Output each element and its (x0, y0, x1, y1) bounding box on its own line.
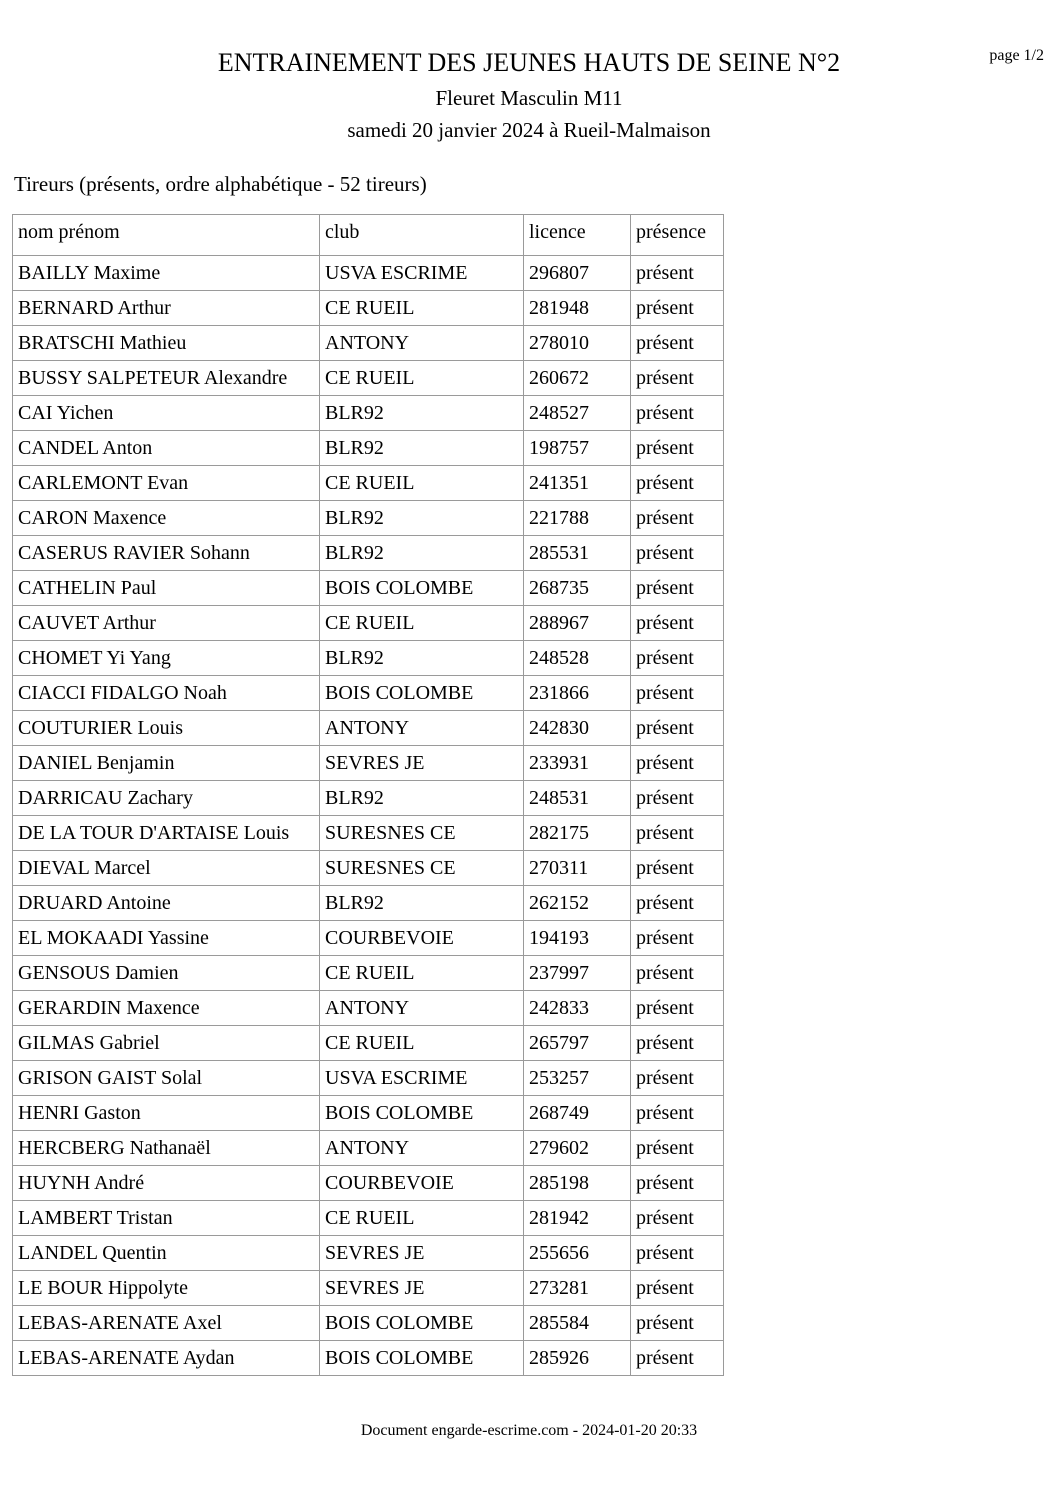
cell-presence: présent (631, 641, 724, 676)
cell-name: CAUVET Arthur (13, 606, 320, 641)
cell-presence: présent (631, 816, 724, 851)
section-heading: Tireurs (présents, ordre alphabétique - 52 tireurs) (14, 172, 427, 196)
cell-club: COURBEVOIE (320, 921, 524, 956)
cell-club: ANTONY (320, 326, 524, 361)
cell-presence: présent (631, 781, 724, 816)
cell-licence: 198757 (524, 431, 631, 466)
cell-club: ANTONY (320, 991, 524, 1026)
table-row (13, 956, 724, 991)
table-row (13, 851, 724, 886)
cell-presence: présent (631, 291, 724, 326)
cell-licence: 296807 (524, 256, 631, 291)
table-header-row (13, 215, 724, 256)
table-row (13, 921, 724, 956)
cell-presence: présent (631, 676, 724, 711)
cell-club: SURESNES CE (320, 816, 524, 851)
cell-licence: 242833 (524, 991, 631, 1026)
cell-licence: 255656 (524, 1236, 631, 1271)
cell-licence: 279602 (524, 1131, 631, 1166)
cell-licence: 285584 (524, 1306, 631, 1341)
cell-club: USVA ESCRIME (320, 256, 524, 291)
cell-club: USVA ESCRIME (320, 1061, 524, 1096)
cell-name: DANIEL Benjamin (13, 746, 320, 781)
cell-name: GILMAS Gabriel (13, 1026, 320, 1061)
cell-club: CE RUEIL (320, 1201, 524, 1236)
cell-presence: présent (631, 1306, 724, 1341)
cell-club: BOIS COLOMBE (320, 676, 524, 711)
cell-club: SURESNES CE (320, 851, 524, 886)
cell-presence: présent (631, 1061, 724, 1096)
cell-presence: présent (631, 711, 724, 746)
table-row (13, 781, 724, 816)
cell-name: GENSOUS Damien (13, 956, 320, 991)
table-row (13, 1061, 724, 1096)
cell-licence: 237997 (524, 956, 631, 991)
cell-licence: 281942 (524, 1201, 631, 1236)
cell-presence: présent (631, 921, 724, 956)
cell-name: HENRI Gaston (13, 1096, 320, 1131)
cell-licence: 285198 (524, 1166, 631, 1201)
table-row (13, 256, 724, 291)
table-row (13, 1026, 724, 1061)
table-row (13, 1131, 724, 1166)
cell-club: CE RUEIL (320, 606, 524, 641)
cell-club: CE RUEIL (320, 361, 524, 396)
cell-name: CIACCI FIDALGO Noah (13, 676, 320, 711)
cell-club: BOIS COLOMBE (320, 1341, 524, 1376)
cell-club: BLR92 (320, 641, 524, 676)
cell-presence: présent (631, 571, 724, 606)
table-row (13, 291, 724, 326)
table-row (13, 676, 724, 711)
cell-name: GERARDIN Maxence (13, 991, 320, 1026)
cell-club: BLR92 (320, 501, 524, 536)
cell-name: BERNARD Arthur (13, 291, 320, 326)
table-row (13, 641, 724, 676)
table-row (13, 1341, 724, 1376)
table-row (13, 396, 724, 431)
cell-name: EL MOKAADI Yassine (13, 921, 320, 956)
cell-presence: présent (631, 361, 724, 396)
cell-club: SEVRES JE (320, 1271, 524, 1306)
cell-name: HERCBERG Nathanaël (13, 1131, 320, 1166)
cell-club: SEVRES JE (320, 1236, 524, 1271)
table-row (13, 991, 724, 1026)
cell-licence: 242830 (524, 711, 631, 746)
cell-licence: 248527 (524, 396, 631, 431)
cell-name: GRISON GAIST Solal (13, 1061, 320, 1096)
cell-presence: présent (631, 1166, 724, 1201)
table-row (13, 536, 724, 571)
cell-licence: 262152 (524, 886, 631, 921)
table-row (13, 1236, 724, 1271)
cell-presence: présent (631, 466, 724, 501)
table-row (13, 431, 724, 466)
competition-category: Fleuret Masculin M11 (435, 86, 623, 110)
cell-name: CARON Maxence (13, 501, 320, 536)
cell-name: CARLEMONT Evan (13, 466, 320, 501)
cell-licence: 273281 (524, 1271, 631, 1306)
table-row (13, 746, 724, 781)
cell-club: BLR92 (320, 396, 524, 431)
table-row (13, 816, 724, 851)
cell-presence: présent (631, 1341, 724, 1376)
cell-name: HUYNH André (13, 1166, 320, 1201)
cell-club: COURBEVOIE (320, 1166, 524, 1201)
table-row (13, 501, 724, 536)
cell-presence: présent (631, 501, 724, 536)
cell-presence: présent (631, 956, 724, 991)
cell-name: LEBAS-ARENATE Axel (13, 1306, 320, 1341)
cell-presence: présent (631, 326, 724, 361)
cell-name: CASERUS RAVIER Sohann (13, 536, 320, 571)
cell-name: DARRICAU Zachary (13, 781, 320, 816)
cell-name: LAMBERT Tristan (13, 1201, 320, 1236)
cell-club: BLR92 (320, 781, 524, 816)
page-number: page 1/2 (989, 47, 1044, 64)
cell-licence: 281948 (524, 291, 631, 326)
cell-club: CE RUEIL (320, 956, 524, 991)
cell-club: BLR92 (320, 886, 524, 921)
cell-presence: présent (631, 746, 724, 781)
cell-name: CANDEL Anton (13, 431, 320, 466)
cell-presence: présent (631, 256, 724, 291)
cell-name: LANDEL Quentin (13, 1236, 320, 1271)
cell-club: CE RUEIL (320, 466, 524, 501)
cell-licence: 241351 (524, 466, 631, 501)
cell-presence: présent (631, 536, 724, 571)
fencers-table (12, 214, 724, 1376)
cell-club: BLR92 (320, 431, 524, 466)
cell-licence: 285926 (524, 1341, 631, 1376)
cell-club: CE RUEIL (320, 291, 524, 326)
column-header-presence: présence (631, 215, 724, 256)
cell-name: CHOMET Yi Yang (13, 641, 320, 676)
cell-presence: présent (631, 396, 724, 431)
cell-licence: 260672 (524, 361, 631, 396)
cell-licence: 268749 (524, 1096, 631, 1131)
cell-presence: présent (631, 1131, 724, 1166)
table-row (13, 326, 724, 361)
table-row (13, 1306, 724, 1341)
document-footer: Document engarde-escrime.com - 2024-01-20 20:33 (360, 1422, 698, 1439)
table-row (13, 1271, 724, 1306)
cell-name: LEBAS-ARENATE Aydan (13, 1341, 320, 1376)
column-header-licence: licence (524, 215, 631, 256)
date-location: samedi 20 janvier 2024 à Rueil-Malmaison (347, 118, 711, 142)
cell-presence: présent (631, 1096, 724, 1131)
cell-licence: 231866 (524, 676, 631, 711)
cell-name: CATHELIN Paul (13, 571, 320, 606)
cell-club: ANTONY (320, 711, 524, 746)
cell-licence: 248531 (524, 781, 631, 816)
cell-club: BLR92 (320, 536, 524, 571)
cell-presence: présent (631, 1236, 724, 1271)
table-body (13, 256, 724, 1376)
column-header-club: club (320, 215, 524, 256)
document-title: ENTRAINEMENT DES JEUNES HAUTS DE SEINE N°2 (217, 48, 841, 77)
table-row (13, 886, 724, 921)
table-row (13, 1096, 724, 1131)
table-row (13, 571, 724, 606)
cell-licence: 270311 (524, 851, 631, 886)
cell-name: DIEVAL Marcel (13, 851, 320, 886)
table-row (13, 1201, 724, 1236)
cell-name: CAI Yichen (13, 396, 320, 431)
cell-presence: présent (631, 886, 724, 921)
cell-presence: présent (631, 1271, 724, 1306)
cell-licence: 282175 (524, 816, 631, 851)
cell-club: SEVRES JE (320, 746, 524, 781)
cell-name: DE LA TOUR D'ARTAISE Louis (13, 816, 320, 851)
cell-name: COUTURIER Louis (13, 711, 320, 746)
cell-licence: 221788 (524, 501, 631, 536)
cell-name: BRATSCHI Mathieu (13, 326, 320, 361)
cell-presence: présent (631, 606, 724, 641)
document-header (0, 46, 1058, 146)
cell-licence: 233931 (524, 746, 631, 781)
cell-licence: 268735 (524, 571, 631, 606)
cell-licence: 285531 (524, 536, 631, 571)
cell-presence: présent (631, 1201, 724, 1236)
cell-name: BUSSY SALPETEUR Alexandre (13, 361, 320, 396)
cell-club: BOIS COLOMBE (320, 1096, 524, 1131)
cell-presence: présent (631, 431, 724, 466)
cell-club: BOIS COLOMBE (320, 571, 524, 606)
cell-licence: 265797 (524, 1026, 631, 1061)
table-row (13, 606, 724, 641)
cell-presence: présent (631, 851, 724, 886)
cell-licence: 248528 (524, 641, 631, 676)
cell-licence: 288967 (524, 606, 631, 641)
cell-licence: 253257 (524, 1061, 631, 1096)
cell-name: DRUARD Antoine (13, 886, 320, 921)
table-row (13, 711, 724, 746)
cell-presence: présent (631, 1026, 724, 1061)
cell-presence: présent (631, 991, 724, 1026)
cell-club: CE RUEIL (320, 1026, 524, 1061)
cell-club: ANTONY (320, 1131, 524, 1166)
column-header-name: nom prénom (13, 215, 320, 256)
table-row (13, 466, 724, 501)
cell-licence: 278010 (524, 326, 631, 361)
cell-licence: 194193 (524, 921, 631, 956)
table-row (13, 361, 724, 396)
table-row (13, 1166, 724, 1201)
cell-name: LE BOUR Hippolyte (13, 1271, 320, 1306)
cell-club: BOIS COLOMBE (320, 1306, 524, 1341)
cell-name: BAILLY Maxime (13, 256, 320, 291)
